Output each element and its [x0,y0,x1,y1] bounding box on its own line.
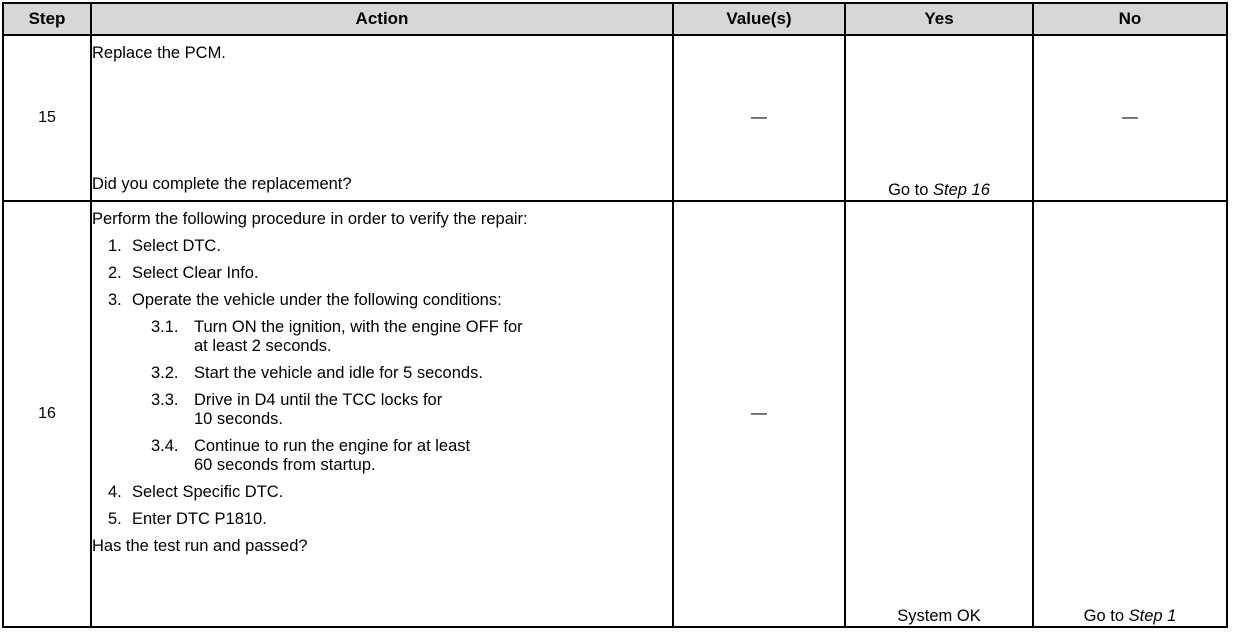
sub-list-item: 3.4. Continue to run the engine for at least 60 seconds from startup. [151,437,471,474]
action-intro: Perform the following procedure in order to verify the repair: [92,210,528,228]
action-question: Has the test run and passed? [92,537,308,555]
yes-cell: System OK [845,201,1033,627]
sub-list-item: 3.2. Start the vehicle and idle for 5 seconds. [151,364,483,382]
header-no: No [1033,3,1227,35]
header-action: Action [91,3,673,35]
header-step: Step [3,3,91,35]
action-cell [91,35,673,201]
no-prefix: Go to [1083,607,1129,625]
sub-list-item: 3.1. Turn ON the ignition, with the engine OFF for at least 2 seconds. [151,318,523,355]
list-item: 2. Select Clear Info. [108,264,259,282]
header-yes: Yes [845,3,1033,35]
no-cell: — [1033,35,1227,201]
action-cell [91,201,673,627]
diagnostic-table [2,2,1228,628]
no-step-link: Step 1 [1128,607,1177,625]
value-cell: — [673,201,845,627]
no-cell [1033,201,1227,627]
table-row-step-15 [3,35,1227,201]
yes-cell [845,35,1033,201]
action-text: Replace the PCM. [92,44,226,62]
yes-step-link: Step 16 [933,181,990,199]
yes-prefix: Go to [888,181,934,199]
list-item: 4. Select Specific DTC. [108,483,284,501]
table-row-step-16 [3,201,1227,627]
header-values: Value(s) [673,3,845,35]
list-item: 5. Enter DTC P1810. [108,510,267,528]
action-question: Did you complete the replacement? [92,175,352,193]
list-item: 3. Operate the vehicle under the following conditions: [108,291,502,309]
value-cell: — [673,35,845,201]
header-row [3,3,1227,35]
step-number: 16 [3,201,91,627]
list-item: 1. Select DTC. [108,237,221,255]
step-number: 15 [3,35,91,201]
sub-list-item: 3.3. Drive in D4 until the TCC locks for 10 seconds. [151,391,443,428]
